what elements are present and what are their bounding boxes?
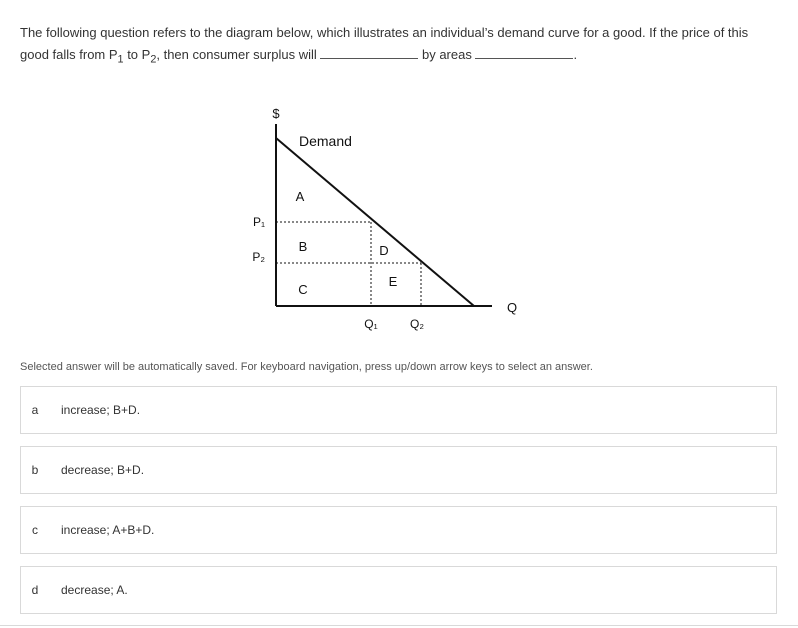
demand-diagram (236, 100, 536, 340)
x-axis-label: Q (506, 300, 518, 315)
question-part2: , then consumer surplus will (156, 47, 321, 62)
question-text (20, 22, 780, 71)
price2-symbol: P (141, 47, 151, 62)
option-text: decrease; A. (61, 583, 128, 597)
question-part3: by areas (418, 47, 476, 62)
q1-label: Q₁ (364, 317, 378, 331)
y-axis-label: $ (272, 106, 280, 121)
area-e-label: E (388, 274, 398, 289)
option-text: increase; A+B+D. (61, 523, 155, 537)
area-d-label: D (379, 243, 389, 258)
answer-option-a[interactable] (20, 386, 777, 434)
option-letter: c (32, 523, 38, 537)
answer-option-d[interactable] (20, 566, 777, 614)
option-letter: a (31, 403, 39, 417)
area-c-label: C (298, 282, 308, 297)
area-b-label: B (298, 239, 308, 254)
option-text: increase; B+D. (61, 403, 141, 417)
blank-1 (320, 45, 418, 59)
option-letter: d (31, 583, 39, 597)
q2-label: Q₂ (410, 317, 424, 331)
price1-subscript: 1 (117, 53, 124, 66)
p2-label: P₂ (252, 250, 265, 264)
answer-option-b[interactable] (20, 446, 777, 494)
question-mid: to (123, 47, 142, 62)
question-end: . (573, 47, 578, 62)
divider (0, 625, 798, 626)
answer-option-c[interactable] (20, 506, 777, 554)
option-letter: b (31, 463, 39, 477)
price1-symbol: P (108, 47, 118, 62)
question-part1: The following question refers to the diagram below, which illustrates an individual’s demand curve for a good. If the price of this good falls from (20, 25, 749, 62)
autosave-hint: Selected answer will be automatically saved. For keyboard navigation, press up/down arrow keys to select an answer. (20, 361, 593, 373)
p1-label: P₁ (252, 215, 265, 229)
area-a-label: A (295, 189, 305, 204)
price2-subscript: 2 (150, 53, 157, 66)
blank-2 (475, 45, 573, 59)
demand-label: Demand (299, 133, 352, 149)
option-text: decrease; B+D. (61, 463, 145, 477)
